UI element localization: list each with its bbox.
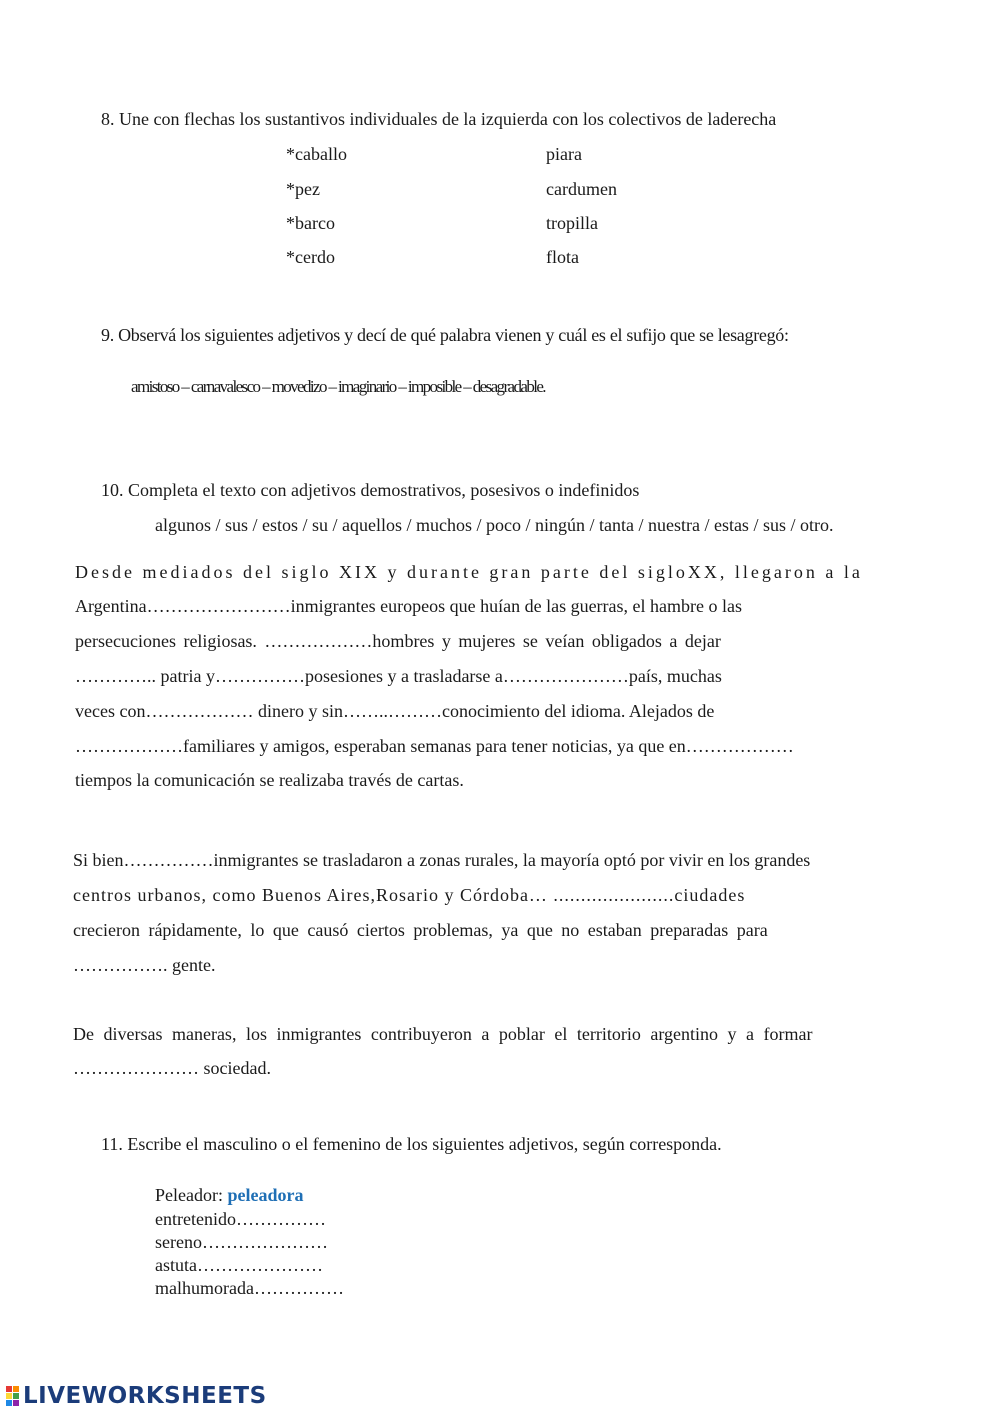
q10-p1-line: ………………familiares y amigos, esperaban semanas para tener noticias, ya que en……………… — [75, 736, 794, 756]
q11-heading: 11. Escribe el masculino o el femenino de los siguientes adjetivos, según corresponda. — [101, 1134, 722, 1154]
logo-square — [6, 1393, 12, 1399]
logo-mark-icon — [6, 1386, 19, 1406]
logo-square — [6, 1400, 12, 1406]
q8-left-item: *barco — [286, 213, 335, 233]
q10-p1-line: tiempos la comunicación se realizaba través de cartas. — [75, 770, 464, 790]
logo-square — [6, 1386, 12, 1392]
logo-square — [13, 1393, 19, 1399]
q10-p2-line: ……………. gente. — [73, 955, 216, 975]
q10-p2-line: centros urbanos, como Buenos Aires,Rosario y Córdoba… ......................ciudades — [73, 885, 746, 905]
q10-p3-line: ………………… sociedad. — [73, 1058, 271, 1078]
q10-heading: 10. Completa el texto con adjetivos demostrativos, posesivos o indefinidos — [101, 480, 640, 500]
q10-p2-line: crecieron rápidamente, lo que causó ciertos problemas, ya que no estaban preparadas para — [73, 920, 768, 940]
q10-p1-line: Desde mediados del siglo XIX y durante gran parte del sigloXX, llegaron a la — [75, 562, 863, 582]
q10-p3-line: De diversas maneras, los inmigrantes contribuyeron a poblar el territorio argentino y a formar — [73, 1024, 813, 1044]
q11-example-label: Peleador: — [155, 1185, 223, 1205]
q11-example — [155, 1186, 303, 1204]
q8-left-item: *caballo — [286, 144, 347, 164]
q11-example-answer: peleadora — [227, 1185, 304, 1205]
q10-p1-line: Argentina……………………inmigrantes europeos que huían de las guerras, el hambre o las — [75, 596, 743, 616]
q10-options: algunos / sus / estos / su / aquellos / muchos / poco / ningún / tanta / nuestra / estas / sus / otro. — [155, 515, 834, 535]
q9-heading: 9. Observá los siguientes adjetivos y decí de qué palabra vienen y cuál es el sufijo que se lesagregó: — [101, 325, 789, 345]
q8-left-item: *cerdo — [286, 247, 335, 267]
q10-p1-line: persecuciones religiosas. ………………hombres y mujeres se veían obligados a dejar — [75, 631, 721, 651]
logo-square — [13, 1386, 19, 1392]
q10-p1-line: ………….. patria y……………posesiones y a trasladarse a…………………país, muchas — [75, 666, 722, 686]
liveworksheets-logo — [6, 1383, 267, 1409]
q8-right-item: cardumen — [546, 179, 617, 199]
q8-right-item: flota — [546, 247, 579, 267]
q11-item[interactable]: astuta………………… — [155, 1255, 323, 1275]
q8-right-item: tropilla — [546, 213, 598, 233]
q8-right-item: piara — [546, 144, 582, 164]
q11-item[interactable]: sereno………………… — [155, 1232, 328, 1252]
q8-heading: 8. Une con flechas los sustantivos individuales de la izquierda con los colectivos de laderecha — [101, 109, 777, 129]
logo-text: LIVEWORKSHEETS — [23, 1383, 267, 1409]
q8-left-item: *pez — [286, 179, 320, 199]
q10-p1-line: veces con……………… dinero y sin……..………conocimiento del idioma. Alejados de — [75, 701, 715, 721]
logo-square — [13, 1400, 19, 1406]
q11-item[interactable]: malhumorada…………… — [155, 1278, 344, 1298]
q10-p2-line: Si bien……………inmigrantes se trasladaron a zonas rurales, la mayoría optó por vivir en los grandes — [73, 850, 811, 870]
q11-item[interactable]: entretenido…………… — [155, 1209, 326, 1229]
q9-words: amistoso – carnavalesco – movedizo – imaginario – imposible – desagradable. — [131, 377, 545, 396]
